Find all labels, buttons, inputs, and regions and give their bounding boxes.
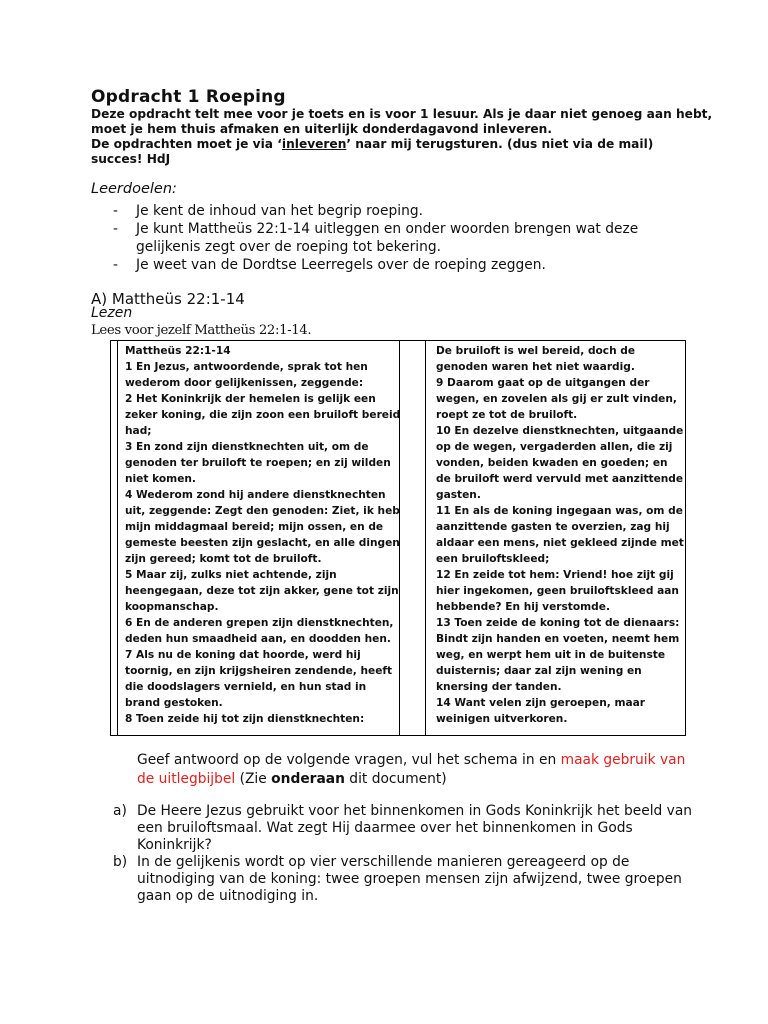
instruction-text: Geef antwoord op de volgende vragen, vul het schema in en (137, 752, 561, 768)
bible-text-line: niet komen. (125, 473, 196, 485)
question-text: In de gelijkenis wordt op vier verschillende manieren gereageerd op de uitnodiging van de koning: twee groepen mensen zijn afwijzend, twee groepen gaan op de uitnodiging in. (137, 854, 682, 904)
instruction-text-3: dit document) (344, 771, 447, 787)
bible-text-line: weinigen uitverkoren. (436, 713, 568, 725)
bible-text-line: Mattheüs 22:1-14 (125, 345, 231, 357)
bible-text-line: de bruiloft werd vervuld met aanzittende (436, 473, 684, 485)
bible-text-left-column (125, 343, 401, 727)
bible-text-line: Bindt zijn handen en voeten, neemt hem (436, 633, 680, 645)
question-text: De Heere Jezus gebruikt voor het binnenkomen in Gods Koninkrijk het beeld van een bruiloftsmaal. Wat zegt Hij daarmee over het binnenkomen in Gods Koninkrijk? (137, 803, 693, 853)
bible-text-line: 12 En zeide tot hem: Vriend! hoe zijt gij (436, 569, 674, 581)
bible-text-line: wegen, en zovelen als gij er zult vinden, (436, 393, 677, 405)
bible-text-line: 4 Wederom zond hij andere dienstknechten (125, 489, 386, 501)
bible-text-line: knersing der tanden. (436, 681, 562, 693)
learning-goal-text: Je kunt Mattheüs 22:1-14 uitleggen en onder woorden brengen wat deze gelijkenis zegt over de roeping tot bekering. (136, 221, 639, 255)
bible-text-line: 9 Daarom gaat op de uitgangen der (436, 377, 650, 389)
bible-text-line: genoden ter bruiloft te roepen; en zij wilden (125, 457, 391, 469)
instruction-bold: onderaan (271, 771, 345, 787)
bible-text-line: 8 Toen zeide hij tot zijn dienstknechten: (125, 713, 365, 725)
bible-text-right-column (436, 343, 684, 727)
bible-text-line: 3 En zond zijn dienstknechten uit, om de (125, 441, 369, 453)
instruction-text-2: (Zie (235, 771, 272, 787)
reading-instruction: Lees voor jezelf Mattheüs 22:1-14. (91, 323, 312, 338)
bible-text-line: mijn middagmaal bereid; mijn ossen, en de (125, 521, 384, 533)
learning-goal-item (113, 220, 673, 256)
page-title: Opdracht 1 Roeping (91, 87, 286, 107)
table-column-divider (117, 341, 118, 735)
bible-text-line: 10 En dezelve dienstknechten, uitgaande (436, 425, 684, 437)
bible-text-line: die doodslagers vernield, en hun stad in (125, 681, 367, 693)
bible-text-line: 11 En als de koning ingegaan was, om de (436, 505, 683, 517)
bible-text-line: op de wegen, vergaderden allen, die zij (436, 441, 673, 453)
bible-text-line: had; (125, 425, 152, 437)
bible-text-line: hebbende? En hij verstomde. (436, 601, 610, 613)
bible-text-line: deden hun smaadheid aan, en doodden hen. (125, 633, 391, 645)
intro-line-2: moet je hem thuis afmaken en uiterlijk donderdagavond inleveren. (91, 122, 552, 136)
section-a-subheading: Lezen (91, 305, 133, 321)
bible-text-line: vonden, beiden kwaden en goeden; en (436, 457, 668, 469)
question-label: b) (113, 854, 128, 870)
bullet-dash: - (113, 221, 118, 237)
table-column-divider (425, 341, 426, 735)
bible-text-line: De bruiloft is wel bereid, doch de (436, 345, 636, 357)
bible-text-line: aldaar een mens, niet gekleed zijnde met (436, 537, 684, 549)
learning-goal-item (113, 202, 673, 220)
bible-text-line: 1 En Jezus, antwoordende, sprak tot hen (125, 361, 368, 373)
learning-goal-text: Je weet van de Dordtse Leerregels over de roeping zeggen. (136, 257, 546, 273)
bible-text-line: hier ingekomen, geen bruiloftskleed aan (436, 585, 679, 597)
bible-text-line: heengegaan, deze tot zijn akker, gene tot zijn (125, 585, 399, 597)
question-item (113, 803, 703, 854)
bible-text-line: aanzittende gasten te overzien, zag hij (436, 521, 670, 533)
bible-text-line: 14 Want velen zijn geroepen, maar (436, 697, 646, 709)
learning-goals-heading: Leerdoelen: (91, 181, 177, 197)
assignment-intro (91, 107, 713, 167)
bible-text-line: 2 Het Koninkrijk der hemelen is gelijk een (125, 393, 376, 405)
question-list (113, 803, 703, 905)
bible-text-line: gasten. (436, 489, 481, 501)
instruction-highlight: maak gebruik van de uitlegbijbel (137, 752, 686, 787)
bible-text-line: 5 Maar zij, zulks niet achtende, zijn (125, 569, 337, 581)
bible-text-line: 6 En de anderen grepen zijn dienstknechten, (125, 617, 394, 629)
bible-text-line: wederom door gelijkenissen, zeggende: (125, 377, 364, 389)
intro-line-1: Deze opdracht telt mee voor je toets en is voor 1 lesuur. Als je daar niet genoeg aan hebt, (91, 107, 713, 121)
bullet-dash: - (113, 203, 118, 219)
inleveren-link[interactable]: inleveren (281, 137, 347, 151)
section-a-heading: A) Mattheüs 22:1-14 (91, 290, 245, 308)
bible-text-line: een bruiloftskleed; (436, 553, 550, 565)
bible-text-line: roept ze tot de bruiloft. (436, 409, 578, 421)
bible-text-line: brand gestoken. (125, 697, 223, 709)
question-item (113, 854, 703, 905)
bible-text-line: 7 Als nu de koning dat hoorde, werd hij (125, 649, 361, 661)
bible-text-line: 13 Toen zeide de koning tot de dienaars: (436, 617, 680, 629)
bible-text-line: duisternis; daar zal zijn wening en (436, 665, 642, 677)
bullet-dash: - (113, 257, 118, 273)
intro-line-3-post: ’ naar mij terugsturen. (dus niet via de mail) (346, 137, 654, 151)
intro-line-3-pre: De opdrachten moet je via ‘ (91, 137, 282, 151)
intro-line-4: succes! HdJ (91, 152, 171, 166)
bible-text-table (110, 340, 686, 736)
bible-text-line: koopmanschap. (125, 601, 219, 613)
learning-goal-item (113, 256, 673, 274)
bible-text-line: zijn gereed; komt tot de bruiloft. (125, 553, 322, 565)
learning-goal-text: Je kent de inhoud van het begrip roeping. (136, 203, 423, 219)
learning-goals-list (113, 202, 673, 274)
bible-text-line: uit, zeggende: Zegt den genoden: Ziet, ik heb (125, 505, 400, 517)
question-instruction (137, 751, 697, 789)
bible-text-line: weg, en werpt hem uit in de buitenste (436, 649, 666, 661)
intro-line-3 (91, 137, 691, 152)
bible-text-line: zeker koning, die zijn zoon een bruiloft bereid (125, 409, 401, 421)
question-label: a) (113, 803, 127, 819)
bible-text-line: gemeste beesten zijn geslacht, en alle dingen (125, 537, 400, 549)
bible-text-line: toornig, en zijn krijgsheiren zendende, heeft (125, 665, 393, 677)
bible-text-line: genoden waren het niet waardig. (436, 361, 635, 373)
